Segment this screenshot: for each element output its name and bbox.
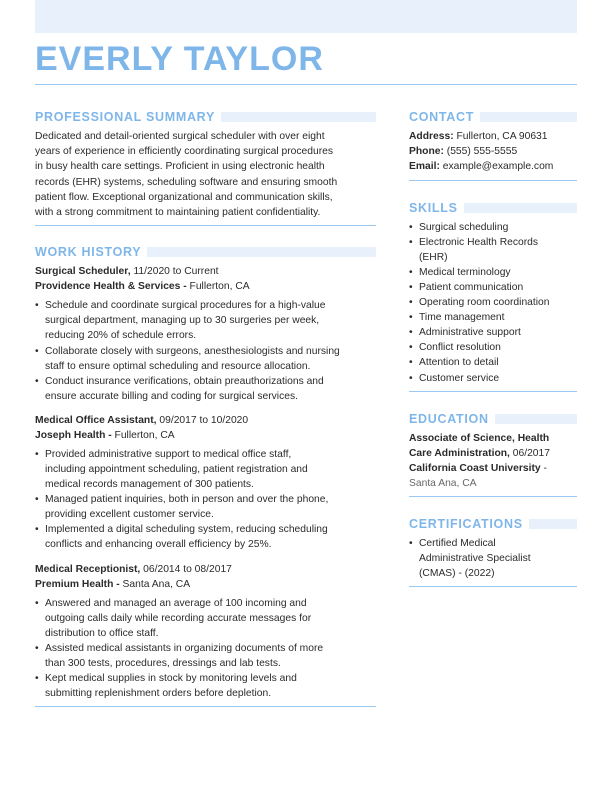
job-title bbox=[35, 264, 376, 279]
skill-text: Time management bbox=[419, 312, 505, 324]
contact-phone bbox=[409, 144, 577, 159]
email-label: Email: bbox=[409, 161, 440, 173]
phone-value: (555) 555-5555 bbox=[443, 146, 518, 158]
education-entry bbox=[409, 431, 577, 491]
degree-line: Associate of Science, Health bbox=[409, 432, 550, 444]
header-band bbox=[35, 0, 577, 33]
job-bullet bbox=[35, 522, 376, 552]
job-company bbox=[35, 577, 376, 592]
skill-item bbox=[409, 310, 577, 325]
job-role: Surgical Scheduler, bbox=[35, 266, 131, 278]
degree-line: Care Administration, bbox=[409, 447, 510, 459]
heading-bar bbox=[147, 247, 376, 257]
bullet-line: ensure accurate billing and coding for surgical services. bbox=[45, 390, 298, 402]
job-dates: 11/2020 to Current bbox=[130, 266, 219, 278]
contact-title: CONTACT bbox=[409, 110, 475, 124]
job-bullet bbox=[35, 298, 376, 343]
bullet-line: surgical department, managing up to 30 surgeries per week, bbox=[45, 315, 320, 327]
job-title bbox=[35, 562, 376, 577]
bullet-line: staff to ensure optimal scheduling and resource allocation. bbox=[45, 360, 311, 372]
company-name: Providence Health & Services - bbox=[35, 281, 187, 293]
skill-item bbox=[409, 220, 577, 235]
contact-heading bbox=[409, 109, 577, 125]
bullet-line: Answered and managed an average of 100 incoming and bbox=[45, 597, 307, 609]
skill-text: Administrative support bbox=[419, 327, 521, 339]
education-heading bbox=[409, 411, 577, 427]
left-column bbox=[35, 109, 376, 707]
summary-text bbox=[35, 129, 376, 220]
certification-item bbox=[409, 536, 577, 581]
skill-item bbox=[409, 340, 577, 355]
summary-line: with a strong commitment to maintaining patient confidentiality. bbox=[35, 207, 321, 219]
bullet-line: Conduct insurance verifications, obtain preauthorizations and bbox=[45, 375, 324, 387]
bullet-line: providing excellent customer service. bbox=[45, 509, 214, 521]
skill-text: Conflict resolution bbox=[419, 342, 501, 354]
address-value: Fullerton, CA 90631 bbox=[453, 131, 548, 142]
education-section bbox=[409, 411, 577, 497]
cert-line: Administrative Specialist bbox=[419, 552, 531, 564]
job-entry bbox=[35, 413, 376, 553]
job-bullet bbox=[35, 492, 376, 522]
summary-line: patient flow. Exceptional organizational and communication skills, bbox=[35, 191, 333, 203]
heading-bar bbox=[495, 414, 577, 424]
school-location: Santa Ana, CA bbox=[409, 477, 477, 489]
skill-text: (EHR) bbox=[419, 251, 448, 263]
school bbox=[409, 461, 577, 476]
skill-item bbox=[409, 265, 577, 280]
company-location: Fullerton, CA bbox=[111, 429, 175, 441]
bullet-line: reducing 20% of schedule errors. bbox=[45, 330, 197, 342]
job-entry bbox=[35, 562, 376, 702]
certifications-heading bbox=[409, 516, 577, 532]
job-role: Medical Receptionist, bbox=[35, 563, 141, 575]
summary-line: Dedicated and detail-oriented surgical scheduler with over eight bbox=[35, 131, 325, 142]
skills-section bbox=[409, 200, 577, 392]
skills-heading bbox=[409, 200, 577, 216]
job-entry bbox=[35, 264, 376, 404]
candidate-name: EVERLY TAYLOR bbox=[35, 40, 324, 78]
bullet-line: Collaborate closely with surgeons, anesthesiologists and nursing bbox=[45, 345, 340, 357]
summary-heading bbox=[35, 109, 376, 125]
skill-item bbox=[409, 295, 577, 310]
cert-line: (CMAS) - (2022) bbox=[419, 568, 495, 580]
work-history-section bbox=[35, 244, 376, 707]
certifications-title: CERTIFICATIONS bbox=[409, 516, 523, 531]
name-divider bbox=[35, 84, 577, 85]
heading-bar bbox=[464, 203, 577, 213]
job-bullets bbox=[35, 596, 376, 702]
bullet-line: distribution to office staff. bbox=[45, 627, 159, 639]
job-bullets bbox=[35, 447, 376, 553]
skill-item bbox=[409, 325, 577, 340]
job-bullet bbox=[35, 641, 376, 671]
section-divider bbox=[35, 225, 376, 226]
summary-line: in busy health care settings. Proficient in using electronic health bbox=[35, 161, 325, 173]
right-column bbox=[409, 109, 577, 587]
skill-text: Electronic Health Records bbox=[419, 236, 539, 248]
contact-section bbox=[409, 109, 577, 181]
company-name: Premium Health - bbox=[35, 578, 120, 590]
company-location: Santa Ana, CA bbox=[119, 578, 191, 590]
bullet-line: including appointment scheduling, patient registration and bbox=[45, 463, 308, 475]
bullet-line: medical records management of 300 patients. bbox=[45, 479, 254, 491]
certifications-list bbox=[409, 536, 577, 581]
summary-title: PROFESSIONAL SUMMARY bbox=[35, 110, 215, 124]
company-location: Fullerton, CA bbox=[186, 281, 250, 293]
education-title: EDUCATION bbox=[409, 411, 489, 426]
section-divider bbox=[409, 586, 577, 587]
job-dates: 09/2017 to 10/2020 bbox=[156, 414, 249, 426]
bullet-line: Assisted medical assistants in organizing documents of more bbox=[45, 642, 324, 654]
bullet-line: Kept medical supplies in stock by monitoring levels and bbox=[45, 673, 297, 684]
company-name: Joseph Health - bbox=[35, 429, 112, 441]
skill-item bbox=[409, 371, 577, 386]
summary-line: records (EHR) systems, scheduling software and ensuring smooth bbox=[35, 176, 338, 188]
contact-email bbox=[409, 159, 577, 174]
job-bullet bbox=[35, 671, 376, 701]
degree-date: 06/2017 bbox=[509, 447, 550, 459]
job-role: Medical Office Assistant, bbox=[35, 414, 157, 426]
contact-address bbox=[409, 129, 577, 144]
skill-text: Attention to detail bbox=[419, 357, 499, 369]
bullet-line: outgoing calls daily while recording accurate messages for bbox=[45, 612, 312, 624]
job-title bbox=[35, 413, 376, 428]
skills-list bbox=[409, 220, 577, 386]
bullet-line: than 300 tests, procedures, dressings and lab tests. bbox=[45, 657, 281, 669]
job-dates: 06/2014 to 08/2017 bbox=[140, 563, 232, 575]
bullet-line: conflicts and enhancing overall efficiency by 25%. bbox=[45, 539, 272, 551]
skill-item bbox=[409, 235, 577, 265]
heading-bar bbox=[221, 112, 376, 122]
skill-item bbox=[409, 280, 577, 295]
heading-bar bbox=[529, 519, 577, 529]
section-divider bbox=[35, 706, 376, 707]
certifications-section bbox=[409, 516, 577, 587]
address-label: Address: bbox=[409, 131, 454, 142]
email-value: example@example.com bbox=[439, 161, 554, 173]
job-bullets bbox=[35, 298, 376, 404]
job-company bbox=[35, 279, 376, 294]
section-divider bbox=[409, 496, 577, 497]
section-divider bbox=[409, 180, 577, 181]
degree bbox=[409, 431, 577, 461]
bullet-line: Implemented a digital scheduling system, reducing scheduling bbox=[45, 524, 328, 536]
heading-bar bbox=[480, 112, 577, 122]
job-bullet bbox=[35, 596, 376, 641]
skill-item bbox=[409, 355, 577, 370]
job-company bbox=[35, 428, 376, 443]
school-name: California Coast University bbox=[409, 462, 541, 474]
job-bullet bbox=[35, 344, 376, 374]
skill-text: Patient communication bbox=[419, 281, 524, 293]
phone-label: Phone: bbox=[409, 146, 444, 158]
work-heading bbox=[35, 244, 376, 260]
section-divider bbox=[409, 391, 577, 392]
school-sep: - bbox=[540, 462, 547, 474]
bullet-line: submitting replenishment orders before depletion. bbox=[45, 688, 272, 700]
job-bullet bbox=[35, 447, 376, 492]
cert-line: Certified Medical bbox=[419, 537, 496, 549]
skill-text: Operating room coordination bbox=[419, 297, 550, 309]
work-title: WORK HISTORY bbox=[35, 245, 142, 260]
bullet-line: Schedule and coordinate surgical procedures for a high-value bbox=[45, 300, 326, 312]
summary-section bbox=[35, 109, 376, 226]
bullet-line: Managed patient inquiries, both in person and over the phone, bbox=[45, 494, 329, 506]
skill-text: Customer service bbox=[419, 372, 500, 384]
bullet-line: Provided administrative support to medical office staff, bbox=[45, 448, 292, 460]
skill-text: Surgical scheduling bbox=[419, 221, 509, 233]
skill-text: Medical terminology bbox=[419, 266, 511, 278]
job-bullet bbox=[35, 374, 376, 404]
skills-title: SKILLS bbox=[409, 200, 458, 215]
summary-line: years of experience in efficiently coordinating surgical procedures bbox=[35, 146, 334, 158]
